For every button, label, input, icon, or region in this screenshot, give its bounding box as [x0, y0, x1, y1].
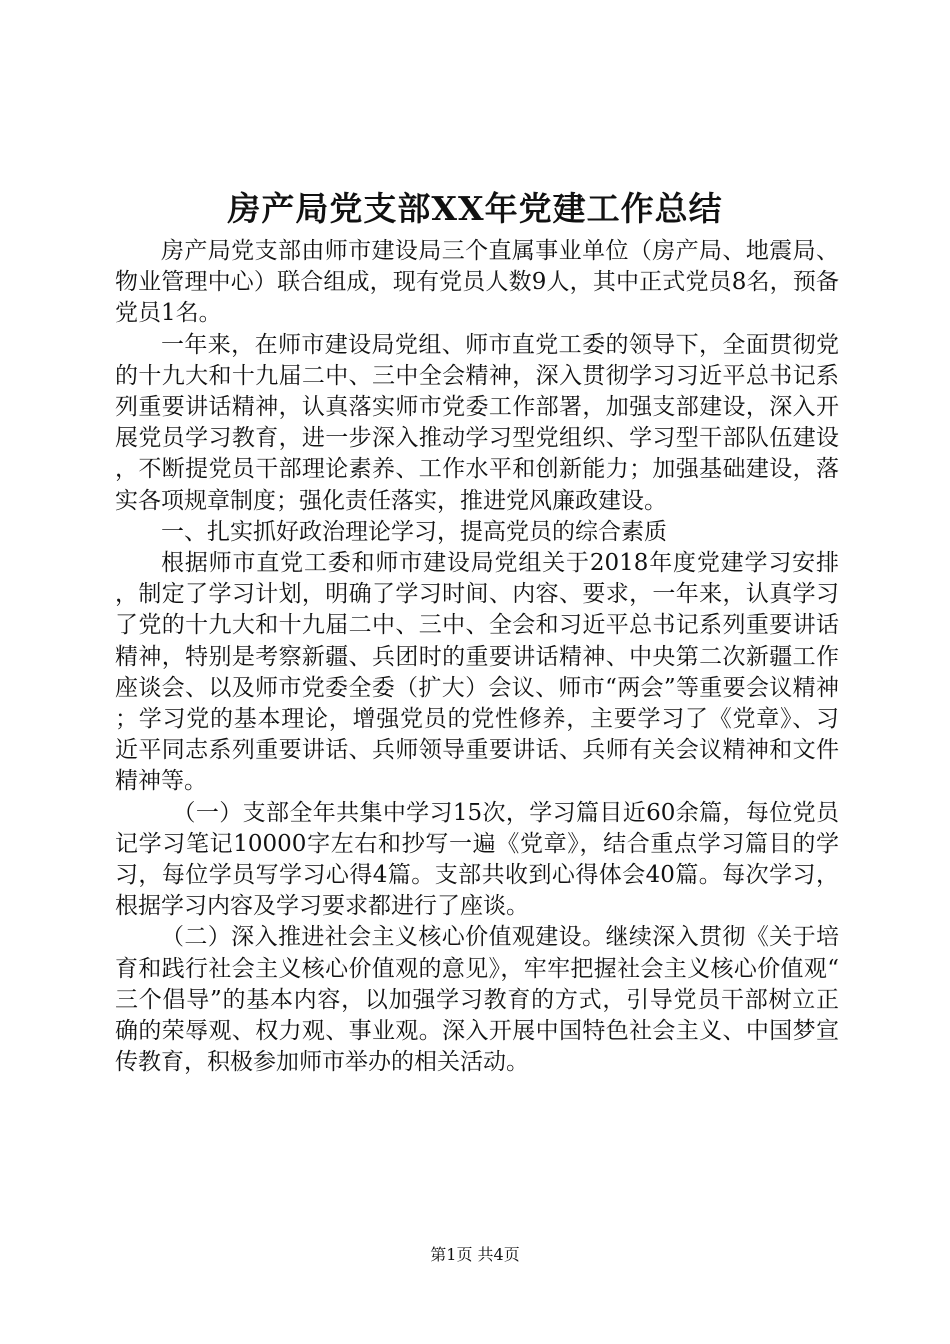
page-footer: 第1页 共4页: [430, 1245, 520, 1264]
document-title: 房产局党支部XX年党建工作总结: [227, 189, 723, 228]
document-body: [115, 236, 839, 1078]
paragraph-item-1: （一）支部全年共集中学习15次，学习篇目近60余篇，每位党员记学习笔记10000字左右和抄写一遍《党章》，结合重点学习篇目的学习，每位学员写学习心得4篇。支部共收到心得体会40篇。每次学习，根据学习内容及学习要求都进行了座谈。: [115, 799, 839, 920]
section-heading-1: 一、扎实抓好政治理论学习，提高党员的综合素质: [161, 518, 667, 545]
paragraph-study-plan: 根据师市直党工委和师市建设局党组关于2018年度党建学习安排，制定了学习计划，明确了学习时间、内容、要求，一年来，认真学习了党的十九大和十九届二中、三中、全会和习近平总书记系列重要讲话精神，特别是考察新疆、兵团时的重要讲话精神、中央第二次新疆工作座谈会、以及师市党委全委（扩大）会议、师市“两会”等重要会议精神；学习党的基本理论，增强党员的党性修养，主要学习了《党章》、习近平同志系列重要讲话、兵师领导重要讲话、兵师有关会议精神和文件精神等。: [115, 550, 839, 795]
paragraph-item-2: （二）深入推进社会主义核心价值观建设。继续深入贯彻《关于培育和践行社会主义核心价值观的意见》，牢牢把握社会主义核心价值观“三个倡导”的基本内容，以加强学习教育的方式，引导党员干部树立正确的荣辱观、权力观、事业观。深入开展中国特色社会主义、中国梦宣传教育，积极参加师市举办的相关活动。: [115, 924, 839, 1076]
paragraph-overview: 一年来，在师市建设局党组、师市直党工委的领导下，全面贯彻党的十九大和十九届二中、三中全会精神，深入贯彻学习习近平总书记系列重要讲话精神，认真落实师市党委工作部署，加强支部建设，深入开展党员学习教育，进一步深入推动学习型党组织、学习型干部队伍建设，不断提党员干部理论素养、工作水平和创新能力；加强基础建设，落实各项规章制度；强化责任落实，推进党风廉政建设。: [115, 331, 839, 514]
paragraph-intro: 房产局党支部由师市建设局三个直属事业单位（房产局、地震局、物业管理中心）联合组成，现有党员人数9人，其中正式党员8名，预备党员1名。: [115, 238, 839, 327]
